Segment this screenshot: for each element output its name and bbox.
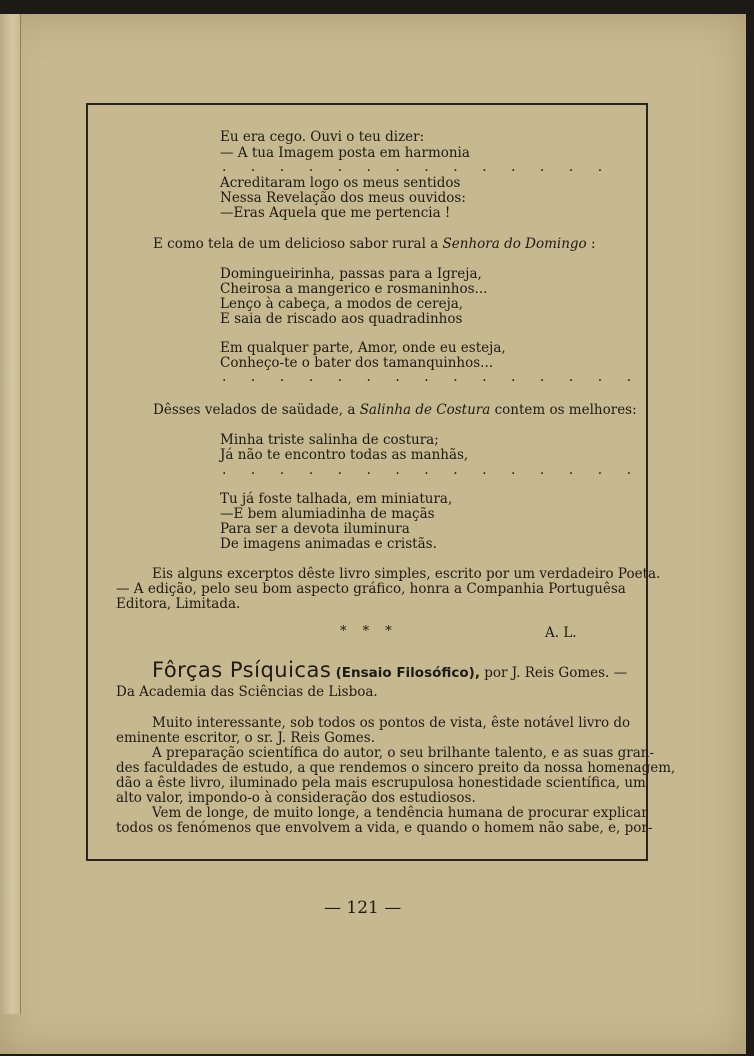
review-p3-line2: todos os fenómenos que envolvem a vida, e quando o homem não sabe, e, por- bbox=[116, 820, 653, 836]
asterism-separator: * * * bbox=[340, 624, 398, 639]
review-p2-line1: A preparação scientífica do autor, o seu brilhante talento, e as suas gran- bbox=[152, 745, 655, 761]
review-p2-line2: des faculdades de estudo, a que rendemos o sincero preito da nossa homenagem, bbox=[116, 760, 676, 776]
review-p3-line1: Vem de longe, de muito longe, a tendência humana de procurar explicar bbox=[152, 805, 648, 821]
poem3-ellipsis: . . . . . . . . . . . . . . . bbox=[222, 462, 642, 478]
poem1-line3: Acreditaram logo os meus sentidos bbox=[220, 175, 461, 191]
review-p1-line2: eminente escritor, o sr. J. Reis Gomes. bbox=[116, 730, 376, 746]
intro-salinha-de-costura: Dêsses velados de saüdade, a Salinha de Costura contem os melhores: bbox=[153, 402, 637, 418]
book-title: Fôrças Psíquicas bbox=[152, 658, 332, 682]
poem1-line2: — A tua Imagem posta em harmonia bbox=[220, 145, 470, 161]
poem3-line6: De imagens animadas e cristãs. bbox=[220, 536, 437, 552]
review-heading bbox=[152, 657, 627, 686]
poem2-line6: Conheço-te o bater dos tamanquinhos... bbox=[220, 355, 494, 371]
poem2-line3: Lenço à cabeça, a modos de cereja, bbox=[220, 296, 464, 312]
book-author: por J. Reis Gomes. — bbox=[479, 665, 628, 681]
poem2-line4: E saia de riscado aos quadradinhos bbox=[220, 311, 463, 327]
review-p2-line4: alto valor, impondo-o à consideração dos estudiosos. bbox=[116, 790, 476, 806]
poem2-line2: Cheirosa a mangerico e rosmaninhos... bbox=[220, 281, 488, 297]
closing-line2: — A edição, pelo seu bom aspecto gráfico, honra a Companhia Portuguêsa bbox=[116, 581, 626, 597]
poem3-line5: Para ser a devota iluminura bbox=[220, 521, 410, 537]
poem2-line1: Domingueirinha, passas para a Igreja, bbox=[220, 266, 482, 282]
poem1-line1: Eu era cego. Ouvi o teu dizer: bbox=[220, 129, 425, 145]
poem2-line5: Em qualquer parte, Amor, onde eu esteja, bbox=[220, 340, 506, 356]
poem1-line4: Nessa Revelação dos meus ouvidos: bbox=[220, 190, 466, 206]
poem2-ellipsis: . . . . . . . . . . . . . . . bbox=[222, 369, 642, 385]
intro-senhora-do-domingo: E como tela de um delicioso sabor rural a Senhora do Domingo : bbox=[153, 236, 596, 252]
closing-line1: Eis alguns excerptos dêste livro simples, escrito por um verdadeiro Poeta. bbox=[152, 566, 661, 582]
poem3-line1: Minha triste salinha de costura; bbox=[220, 432, 439, 448]
review-p2-line3: dão a êste livro, iluminado pela mais escrupulosa honestidade scientífica, um bbox=[116, 775, 646, 791]
review-p1-line1: Muito interessante, sob todos os pontos de vista, êste notável livro do bbox=[152, 715, 631, 731]
poem1-line5: —Eras Aquela que me pertencia ! bbox=[220, 205, 451, 221]
book-author-affiliation: Da Academia das Sciências de Lisboa. bbox=[116, 684, 378, 700]
page-number: — 121 — bbox=[324, 898, 402, 918]
poem1-ellipsis: . . . . . . . . . . . . . . bbox=[222, 159, 613, 175]
closing-line3: Editora, Limitada. bbox=[116, 596, 241, 612]
book-spine-edge bbox=[0, 14, 21, 1014]
poem3-line4: —E bem alumiadinha de maçãs bbox=[220, 506, 435, 522]
poem3-line2: Já não te encontro todas as manhãs, bbox=[220, 447, 469, 463]
poem3-line3: Tu já foste talhada, em miniatura, bbox=[220, 491, 453, 507]
signature-initials: A. L. bbox=[545, 625, 577, 641]
book-subtitle: (Ensaio Filosófico), bbox=[335, 665, 480, 681]
